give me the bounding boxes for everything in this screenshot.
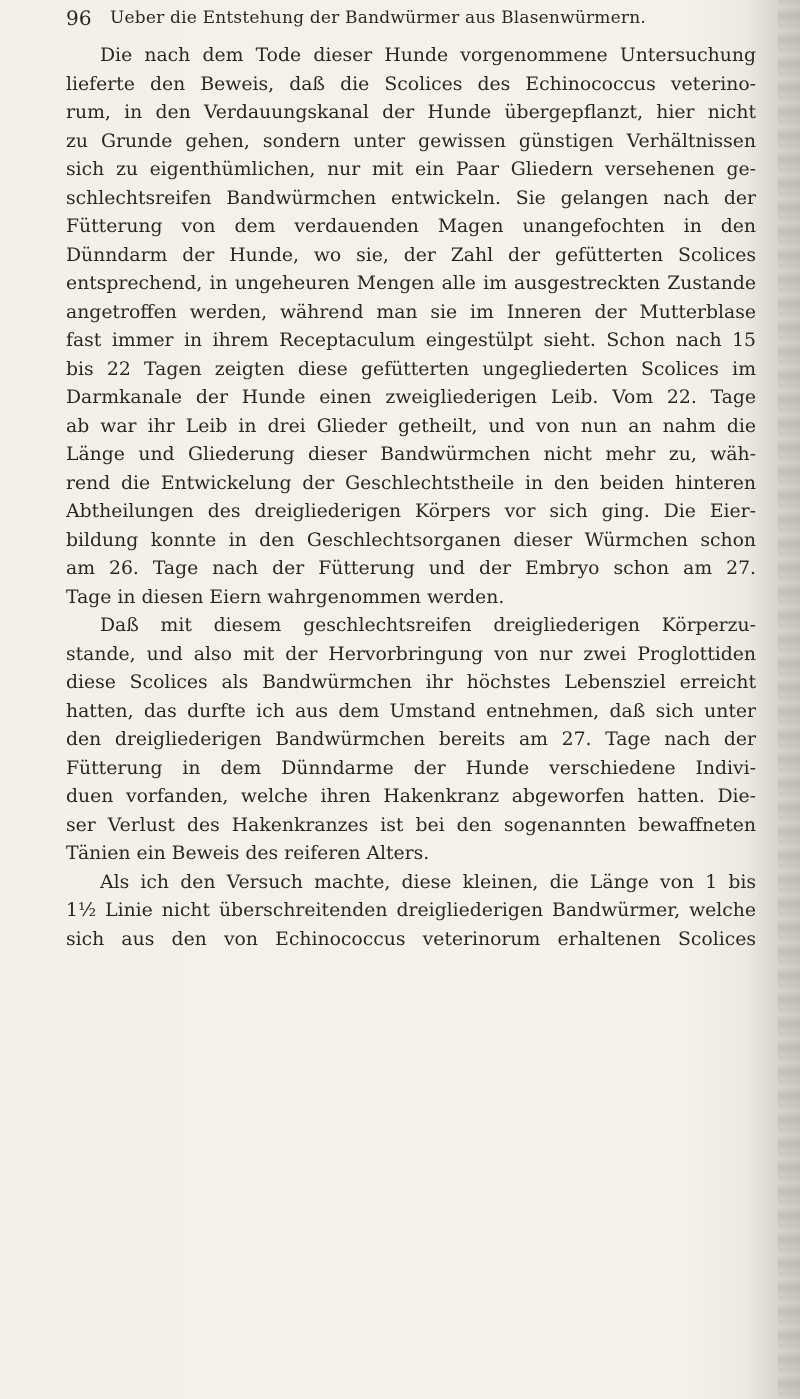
text-line: fast immer in ihrem Receptaculum eingestülpt sieht. Schon nach 15 [66, 330, 756, 351]
text-line: schlechtsreifen Bandwürmchen entwickeln. Sie gelangen nach der [66, 187, 756, 209]
page-edge-shadow [778, 0, 800, 1399]
text-line: hatten, das durfte ich aus dem Umstand entnehmen, daß sich unter [66, 700, 756, 722]
text-line: Darmkanale der Hunde einen zweigliederigen Leib. Vom 22. Tage [66, 387, 756, 408]
text-line: angetroffen werden, während man sie im Inneren der Mutterblase [66, 301, 756, 323]
text-line: diese Scolices als Bandwürmchen ihr höchstes Lebensziel erreicht [66, 672, 756, 693]
page-header [66, 4, 746, 32]
text-line: rum, in den Verdauungskanal der Hunde übergepflanzt, hier nicht [66, 102, 756, 123]
text-line: Die nach dem Tode dieser Hunde vorgenommene Untersuchung [100, 45, 756, 66]
text-line: Fütterung in dem Dünndarme der Hunde verschiedene Indivi- [66, 757, 756, 779]
text-line: am 26. Tage nach der Fütterung und der Embryo schon am 27. [66, 558, 756, 579]
text-line: Tänien ein Beweis des reiferen Alters. [66, 843, 430, 864]
text-line: Daß mit diesem geschlechtsreifen dreigliederigen Körperzu- [100, 615, 756, 636]
text-line: den dreigliederigen Bandwürmchen bereits am 27. Tage nach der [66, 729, 756, 750]
text-line: rend die Entwickelung der Geschlechtstheile in den beiden hinteren [66, 472, 756, 494]
running-title: Ueber die Entstehung der Bandwürmer aus Blasenwürmern. [110, 8, 646, 28]
text-line: stande, und also mit der Hervorbringung von nur zwei Proglottiden [66, 643, 756, 665]
text-line: zu Grunde gehen, sondern unter gewissen günstigen Verhältnissen [66, 130, 756, 152]
text-line: Tage in diesen Eiern wahrgenommen werden. [66, 586, 505, 608]
text-line: Abtheilungen des dreigliederigen Körpers vor sich ging. Die Eier- [66, 501, 756, 522]
text-line: Länge und Gliederung dieser Bandwürmchen nicht mehr zu, wäh- [66, 444, 756, 465]
text-line: ab war ihr Leib in drei Glieder getheilt, und von nun an nahm die [66, 415, 756, 437]
text-line: entsprechend, in ungeheuren Mengen alle im ausgestreckten Zustande [66, 273, 756, 294]
text-line: 1½ Linie nicht überschreitenden dreigliederigen Bandwürmer, welche [66, 900, 756, 921]
text-line: sich aus den von Echinococcus veterinorum erhaltenen Scolices [66, 928, 756, 950]
text-line: sich zu eigenthümlichen, nur mit ein Paar Gliedern versehenen ge- [66, 159, 756, 180]
page-number: 96 [66, 6, 92, 30]
body-text [66, 42, 756, 954]
text-line: lieferte den Beweis, daß die Scolices des Echinococcus veterino- [66, 73, 756, 95]
text-line: Als ich den Versuch machte, diese kleinen, die Länge von 1 bis [100, 871, 756, 893]
text-line: ser Verlust des Hakenkranzes ist bei den sogenannten bewaffneten [66, 814, 756, 836]
text-line: bis 22 Tagen zeigten diese gefütterten ungegliederten Scolices im [66, 358, 756, 380]
text-line: Fütterung von dem verdauenden Magen unangefochten in den [66, 216, 756, 237]
text-line: Dünndarm der Hunde, wo sie, der Zahl der gefütterten Scolices [66, 244, 756, 266]
text-line: bildung konnte in den Geschlechtsorganen dieser Würmchen schon [66, 529, 756, 551]
text-line: duen vorfanden, welche ihren Hakenkranz abgeworfen hatten. Die- [66, 786, 756, 807]
